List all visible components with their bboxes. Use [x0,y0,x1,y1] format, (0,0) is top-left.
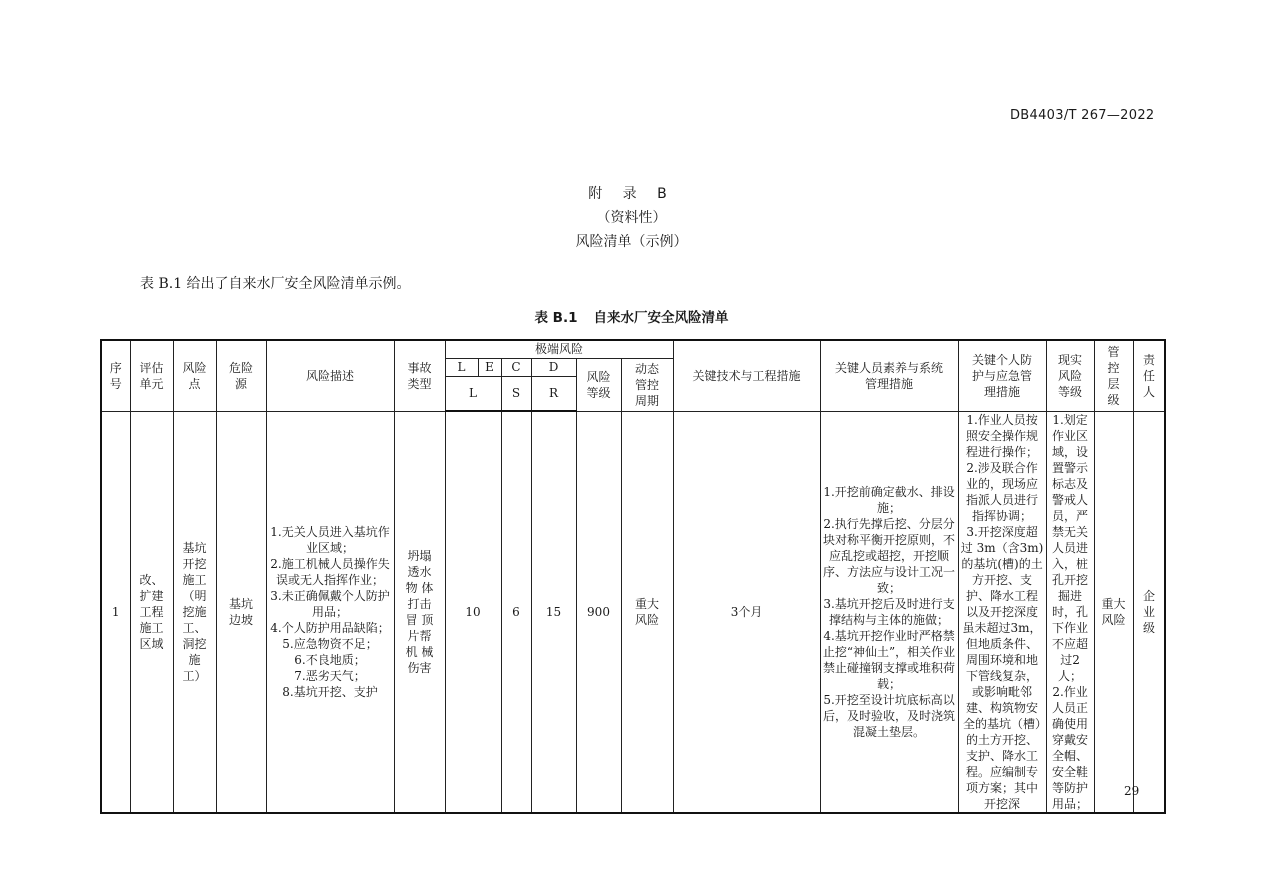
header-actual-level: 现实 风险 等级 [1046,340,1094,411]
header-control-level: 管 控 层 级 [1094,340,1133,411]
header-l: L [445,358,478,376]
cell-risk-point: 基坑 开挖 施工 （明 挖施 工、 洞挖 施 工） [173,411,216,813]
header-s: S [501,376,531,411]
header-r: R [531,376,576,411]
header-l2: L [445,376,501,411]
table-title: 自来水厂安全风险清单 [593,310,729,326]
table-caption [0,306,1263,326]
appendix-title: 附 录 B [588,186,675,202]
cell-control-level: 企 业 级 [1133,411,1165,813]
header-seq: 序 号 [101,340,130,411]
cell-key-personnel: 1.作业人员按照安全操作规程进行操作； 2.涉及联合作业的，现场应指派人员进行指挥协调； 3.开挖深度超过 3m（含3m)的基坑(槽)的土方开挖、支护、降水工程以及开挖深度虽未超过3m，但地质条件、周围环境和地下管线复杂，或影响毗邻建、构筑物安全的基坑（槽）的土方开挖、支护、降水工程。应编制专项方案；其中开挖深 [958,411,1046,813]
risk-table [100,339,1166,814]
appendix-nature: （资料性） [596,210,667,226]
header-key-personnel: 关键人员素养与系统 管理措施 [820,340,958,411]
header-description: 风险描述 [266,340,394,411]
header-accident-type: 事故 类型 [394,340,445,411]
cell-actual-level: 重大 风险 [1094,411,1133,813]
cell-unit: 改、 扩建 工程 施工 区域 [130,411,173,813]
header-c: C [501,358,531,376]
cell-l-value: 10 [465,604,481,619]
header-unit: 评估 单元 [130,340,173,411]
cell-c: 15 [531,411,576,813]
cell-d: 900 [576,411,621,813]
header-key-protection: 关键个人防 护与应急管 理措施 [958,340,1046,411]
intro-paragraph: 表 B.1 给出了自来水厂安全风险清单示例。 [140,276,411,292]
cell-e: 6 [501,411,531,813]
header-e: E [478,358,501,376]
cell-accident-type: 坍塌 透水 物 体 打击 冒 顶 片帮 机 械 伤害 [394,411,445,813]
table-number: 表 B.1 [534,310,578,326]
table-header-row [101,340,1165,358]
header-key-tech: 关键技术与工程措施 [673,340,820,411]
header-extreme-risk: 极端风险 [445,340,673,358]
appendix-subtitle: 风险清单（示例） [575,234,688,250]
header-risk-point: 风险 点 [173,340,216,411]
cell-key-tech: 1.开挖前确定截水、排设施； 2.执行先撑后挖、分层分块对称平衡开挖原则，不应乱挖或超挖，开挖顺序、方法应与设计工况一致； 3.基坑开挖后及时进行支撑结构与主体的施做； 4.基坑开挖作业时严格禁止挖“神仙土”，相关作业禁止碰撞钢支撑或堆积荷载； 5.开挖至设计坑底标高以后，及时验收，及时浇筑混凝土垫层。 [820,411,958,813]
cell-key-protection: 1.划定作业区域，设置警示标志及警戒人员，严禁无关人员进入，桩孔开挖掘进时，孔下作业不应超过2人； 2.作业人员正确使用穿戴安全帽、安全鞋等防护用品； [1046,411,1094,813]
page-number: 29 [1124,784,1140,798]
header-dynamic-period: 动态 管控 周期 [621,358,673,411]
cell-hazard: 基坑 边坡 [216,411,266,813]
header-responsible: 责 任 人 [1133,340,1165,411]
cell-description: 1.无关人员进入基坑作业区域； 2.施工机械人员操作失误或无人指挥作业； 3.未正确佩戴个人防护用品； 4.个人防护用品缺陷； 5.应急物资不足； 6.不良地质； 7.恶劣天气； 8.基坑开挖、支护 [266,411,394,813]
cell-risk-level: 重大 风险 [621,411,673,813]
table-row [101,411,1165,813]
cell-dynamic-period: 3个月 [673,411,820,813]
header-d: D [531,358,576,376]
cell-seq: 1 [101,411,130,813]
document-code: DB4403/T 267—2022 [1010,108,1155,123]
header-hazard: 危险 源 [216,340,266,411]
header-risk-level: 风险 等级 [576,358,621,411]
cell-l [445,411,501,813]
